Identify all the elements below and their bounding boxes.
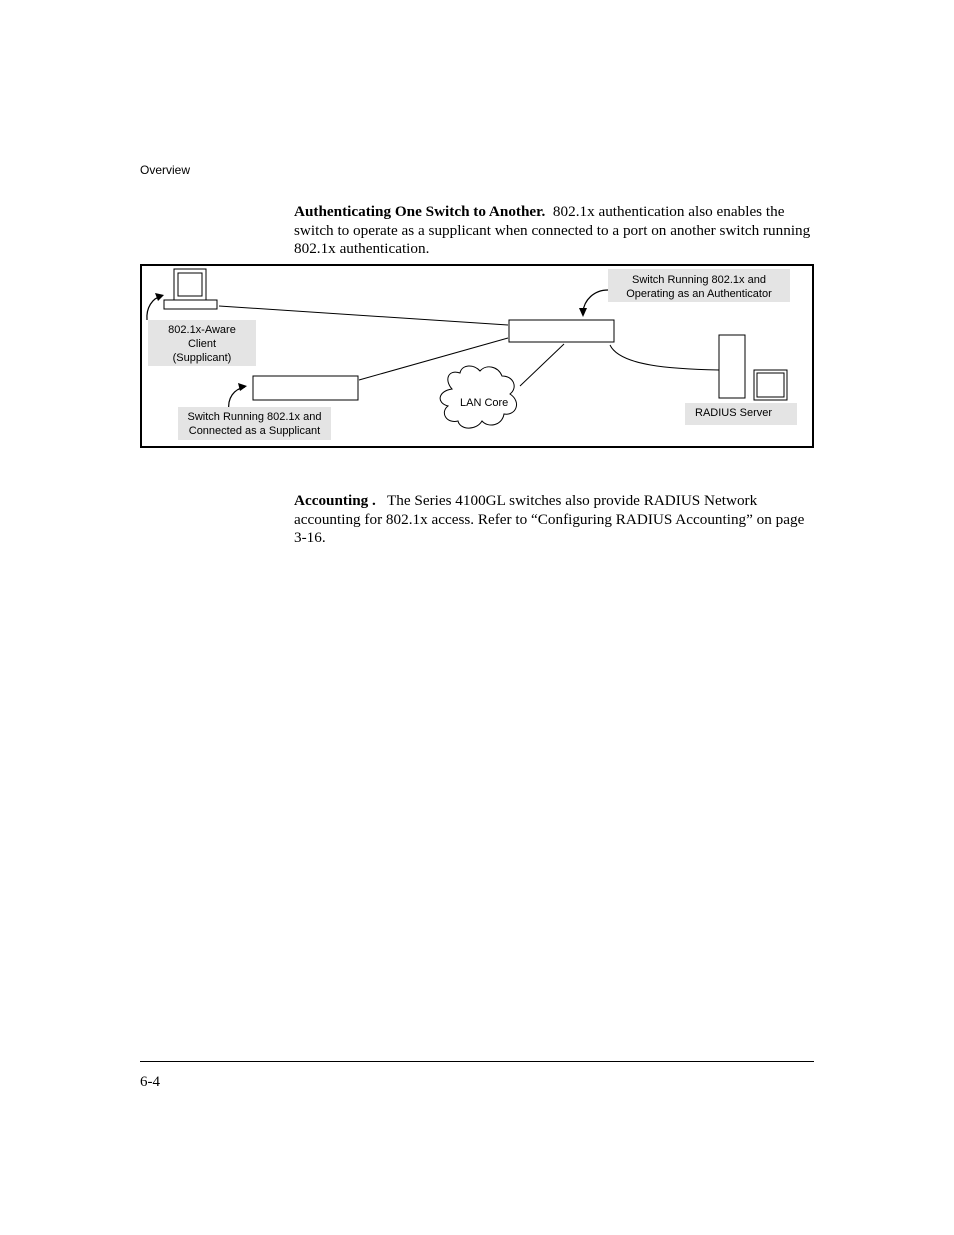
- authenticator-switch-callout: Switch Running 802.1x and Operating as an Authenticator: [608, 269, 790, 302]
- paragraph-body: The Series 4100GL switches also provide RADIUS Network accounting for 802.1x access. Refer to “Configuring RADIUS Accounting” on page 3-16.: [294, 492, 805, 546]
- authenticator-callout-arrow: [579, 290, 608, 317]
- link-client-to-authenticator: [219, 306, 508, 325]
- radius-server-callout: RADIUS Server: [685, 403, 797, 425]
- authenticator-switch-icon: [509, 320, 614, 342]
- paragraph-accounting: [294, 492, 816, 548]
- paragraph-authenticating-switch: [294, 203, 816, 259]
- page-number: 6-4: [140, 1074, 160, 1090]
- network-diagram: [140, 264, 814, 448]
- workstation-icon: [164, 269, 217, 309]
- supplicant-switch-icon: [253, 376, 358, 400]
- footer-rule: [140, 1061, 814, 1062]
- link-authenticator-to-radius: [610, 345, 719, 370]
- client-callout: 802.1x-Aware Client (Supplicant): [148, 320, 256, 366]
- link-lan-to-authenticator: [520, 344, 564, 386]
- paragraph-body: 802.1x authentication also enables the switch to operate as a supplicant when connected to a port on another switch running 802.1x authentication.: [294, 203, 811, 257]
- supplicant-switch-callout: Switch Running 802.1x and Connected as a Supplicant: [178, 407, 331, 440]
- paragraph-lead: Accounting .: [294, 492, 376, 509]
- paragraph-lead: Authenticating One Switch to Another.: [294, 203, 546, 220]
- server-icon: [719, 335, 787, 400]
- client-callout-arrow: [147, 293, 164, 320]
- running-head: Overview: [140, 163, 191, 177]
- lan-core-label: LAN Core: [460, 397, 509, 409]
